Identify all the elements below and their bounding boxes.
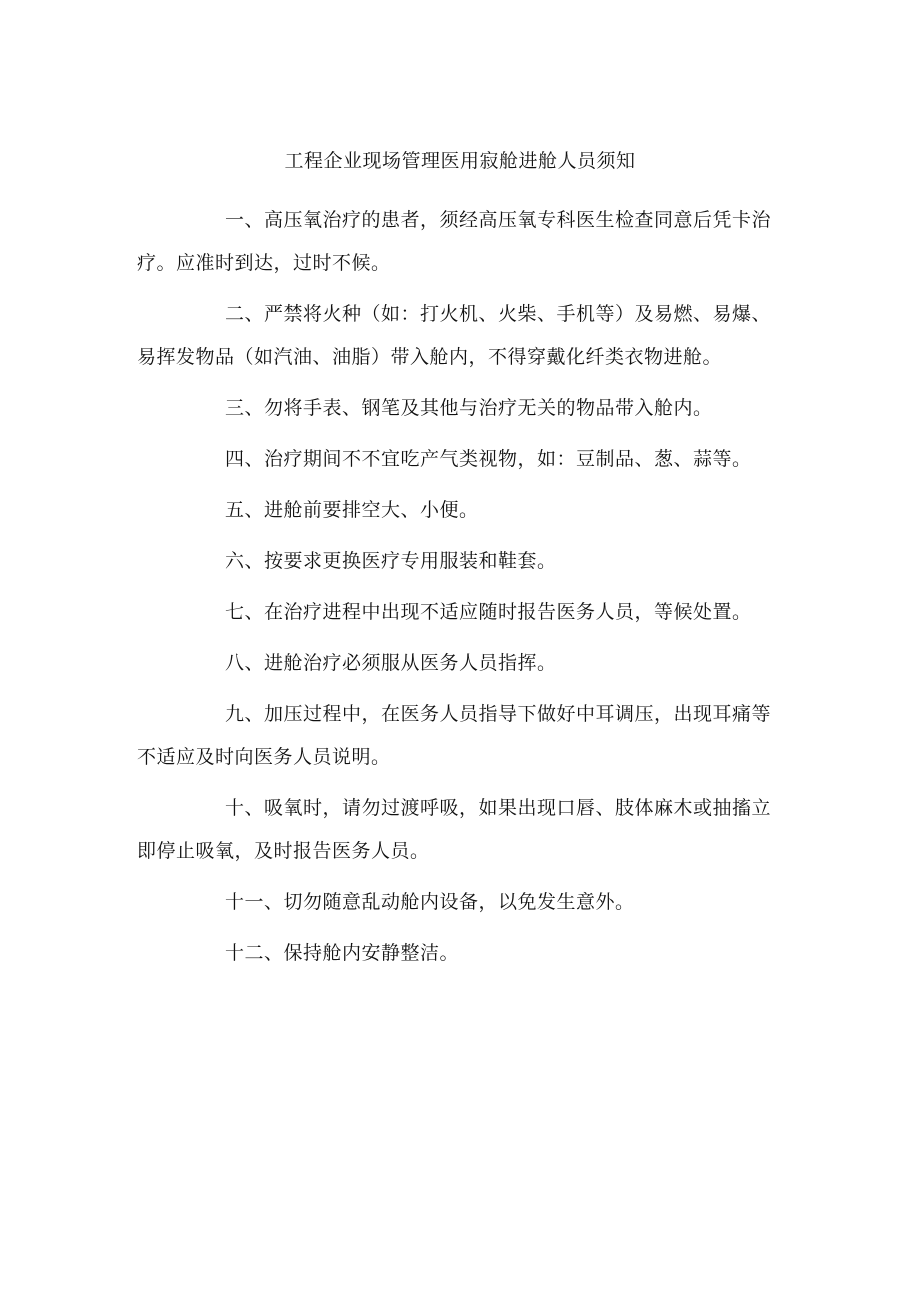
- notice-item-1: 一、高压氧治疗的患者，须经高压氧专科医生检查同意后凭卡治疗。应准时到达，过时不候。: [137, 209, 772, 274]
- notice-item-2: 二、严禁将火种（如：打火机、火柴、手机等）及易燃、易爆、易挥发物品（如汽油、油脂）带入舱内，不得穿戴化纤类衣物进舱。: [137, 303, 772, 368]
- notice-item-5: 五、进舱前要排空大、小便。: [225, 499, 479, 521]
- document-title: 工程企业现场管理医用寂舱进舱人员须知: [284, 150, 636, 172]
- notice-item-3: 三、勿将手表、钢笔及其他与治疗无关的物品带入舱内。: [225, 397, 713, 419]
- notice-item-9: 九、加压过程中，在医务人员指导下做好中耳调压，出现耳痛等不适应及时向医务人员说明。: [137, 703, 772, 768]
- notice-item-11: 十一、切勿随意乱动舱内设备，以免发生意外。: [225, 891, 635, 913]
- notice-item-12: 十二、保持舱内安静整洁。: [225, 942, 460, 964]
- notice-item-6: 六、按要求更换医疗专用服装和鞋套。: [225, 550, 557, 572]
- notice-item-4: 四、治疗期间不不宜吃产气类视物，如：豆制品、葱、蒜等。: [225, 448, 752, 470]
- notice-item-8: 八、进舱治疗必须服从医务人员指挥。: [225, 652, 557, 674]
- notice-list: [137, 199, 773, 983]
- notice-item-10: 十、吸氧时，请勿过渡呼吸，如果出现口唇、肢体麻木或抽搐立即停止吸氧，及时报告医务人员。: [137, 797, 772, 862]
- notice-item-7: 七、在治疗进程中出现不适应随时报告医务人员，等候处置。: [225, 601, 752, 623]
